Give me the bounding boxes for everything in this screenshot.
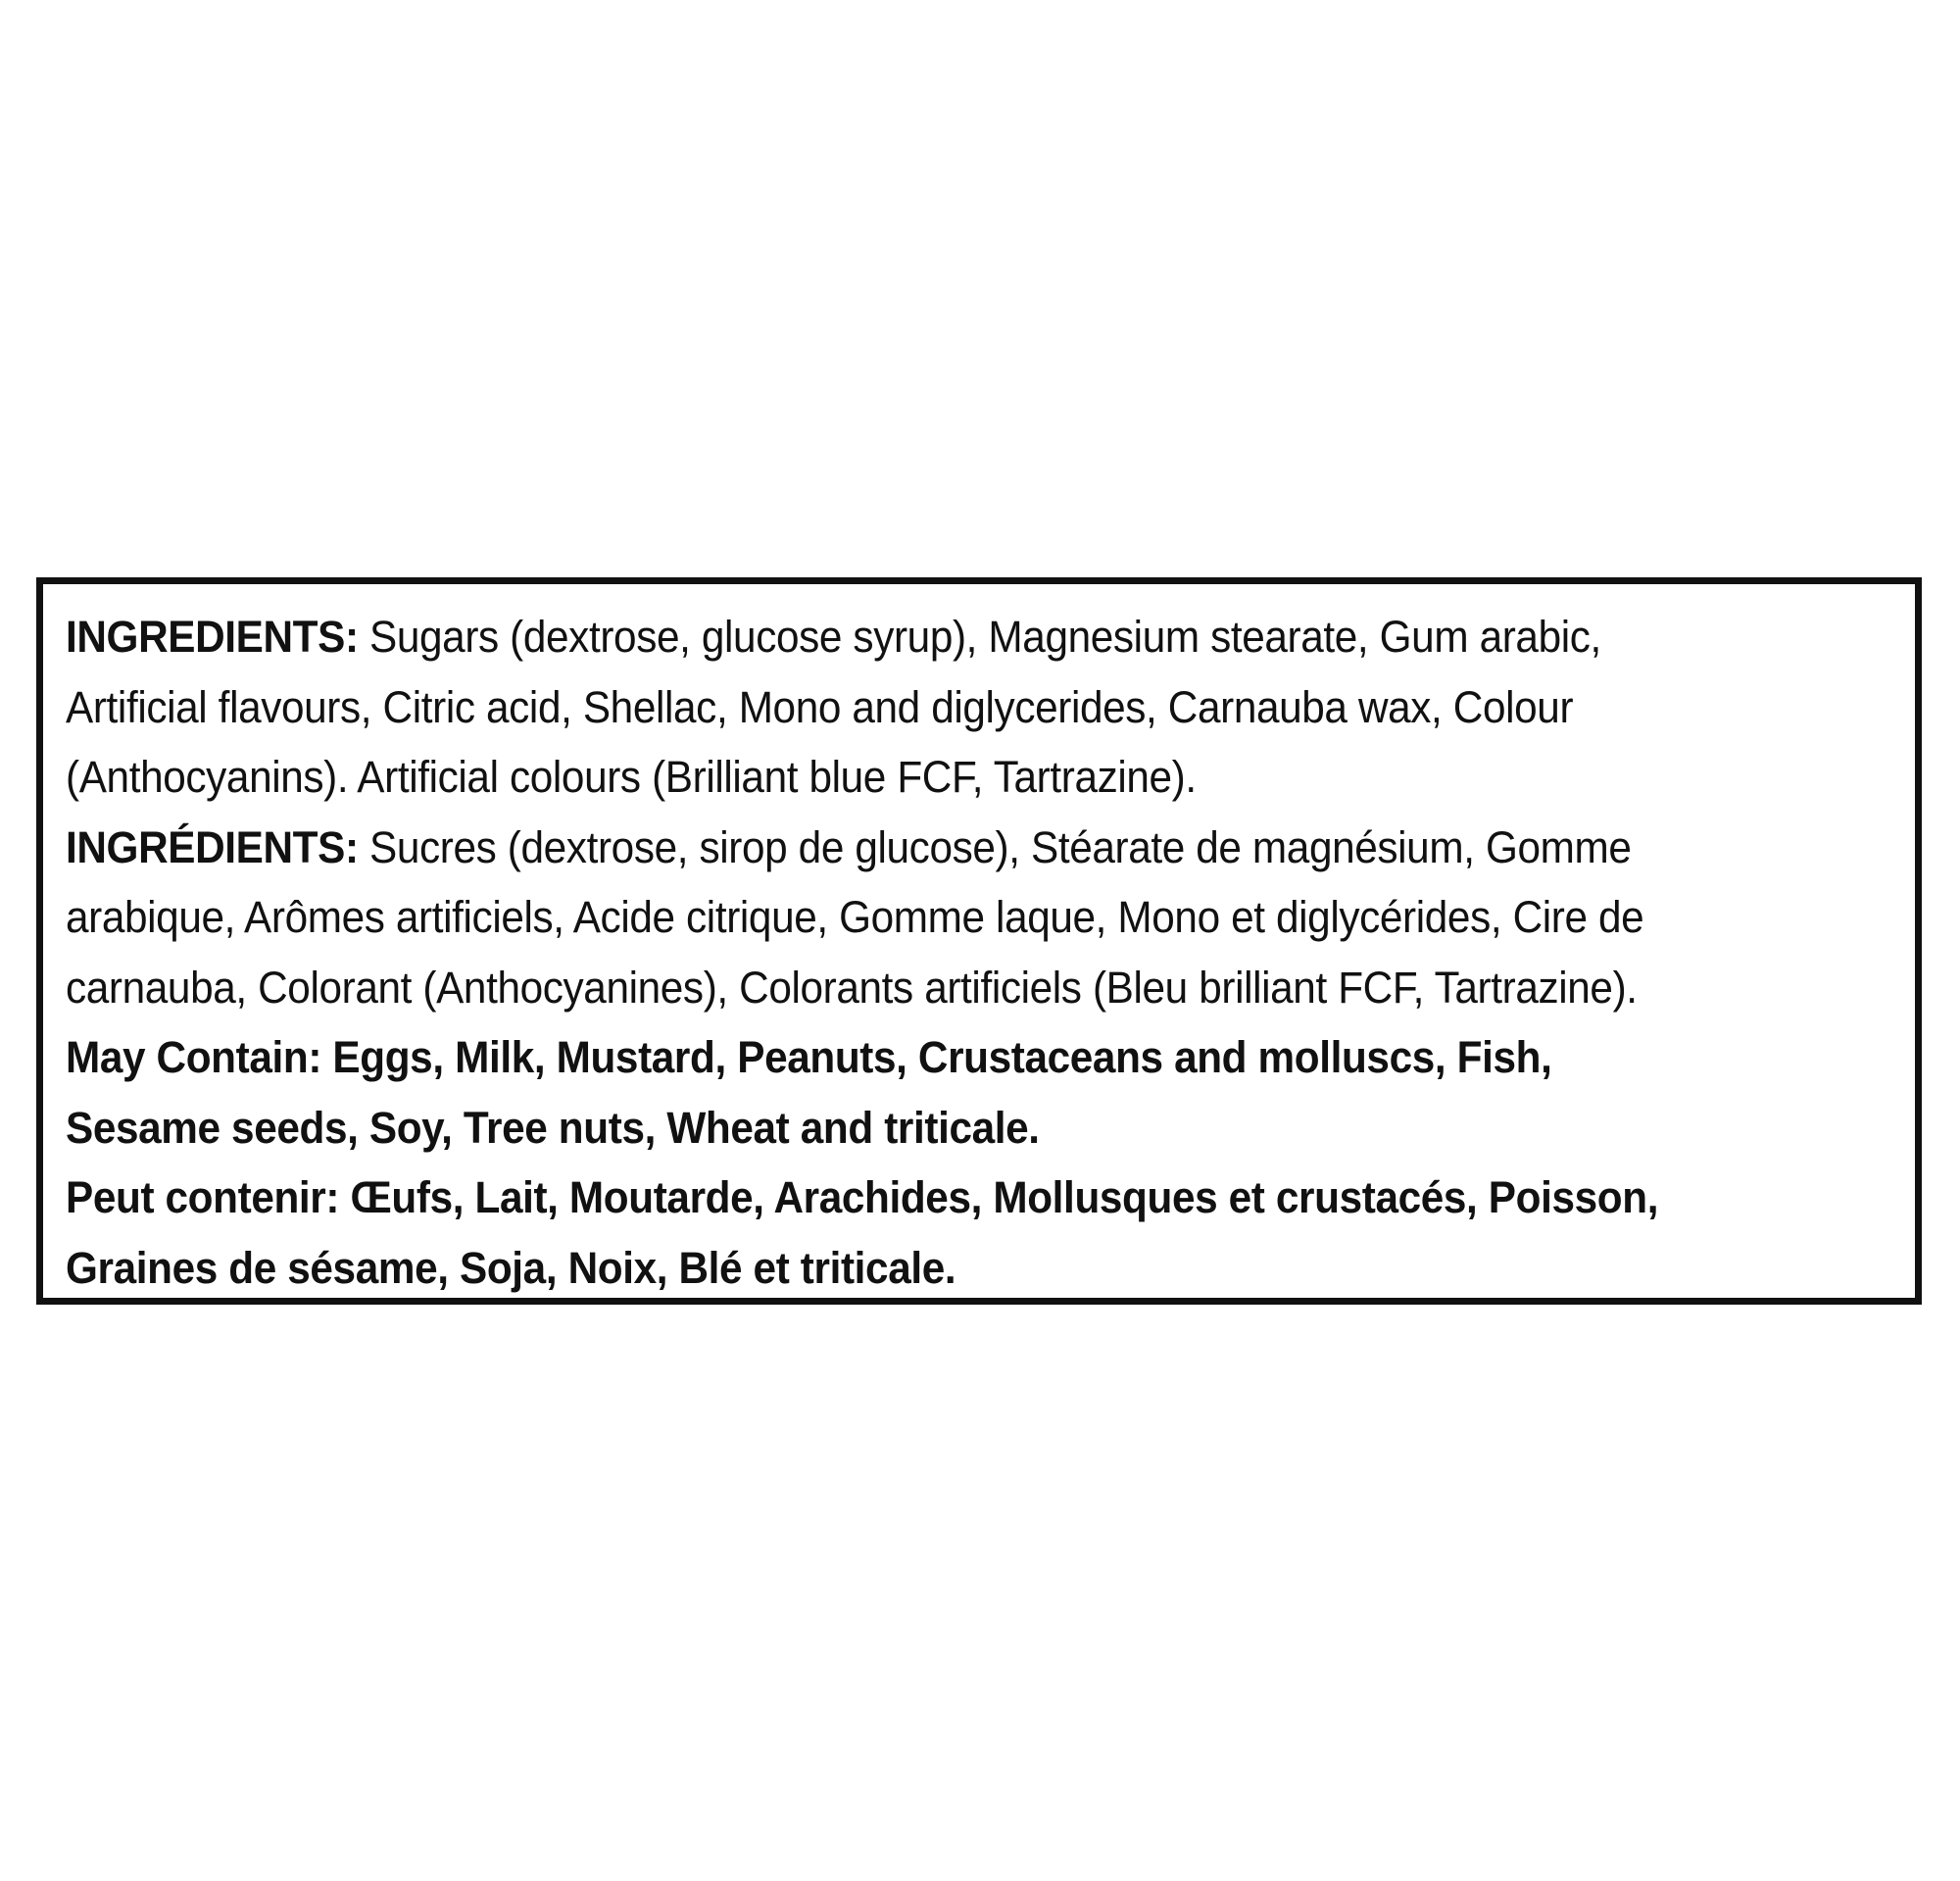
english-ingredients-text: Sugars (dextrose, glucose syrup), Magnesium stearate, Gum arabic, [358, 612, 1601, 662]
french-allergens-line-1: Peut contenir: Œufs, Lait, Moutarde, Arachides, Mollusques et crustacés, Poisson, [66, 1172, 1659, 1222]
english-ingredients-line-2: Artificial flavours, Citric acid, Shellac, Mono and diglycerides, Carnauba wax, Colour [66, 681, 1574, 732]
french-ingredients-line-1 [66, 813, 1786, 883]
french-ingredients-line-3: carnauba, Colorant (Anthocyanines), Colorants artificiels (Bleu brilliant FCF, Tartrazine). [66, 962, 1638, 1013]
english-ingredients-line-3: (Anthocyanins). Artificial colours (Brilliant blue FCF, Tartrazine). [66, 752, 1197, 802]
english-ingredients-line-1 [66, 602, 1786, 672]
english-allergens-line-1: May Contain: Eggs, Milk, Mustard, Peanuts, Crustaceans and molluscs, Fish, [66, 1032, 1552, 1082]
french-ingredients-heading: INGRÉDIENTS: [66, 821, 359, 872]
english-allergens-line-2: Sesame seeds, Soy, Tree nuts, Wheat and triticale. [66, 1102, 1040, 1153]
french-allergens-line-2: Graines de sésame, Soja, Noix, Blé et triticale. [66, 1242, 956, 1293]
french-ingredients-line-2: arabique, Arômes artificiels, Acide citrique, Gomme laque, Mono et diglycérides, Cire de [66, 892, 1644, 942]
ingredients-label [36, 577, 1922, 1305]
english-ingredients-heading: INGREDIENTS: [66, 612, 359, 662]
french-ingredients-text: Sucres (dextrose, sirop de glucose), Stéarate de magnésium, Gomme [358, 821, 1632, 872]
